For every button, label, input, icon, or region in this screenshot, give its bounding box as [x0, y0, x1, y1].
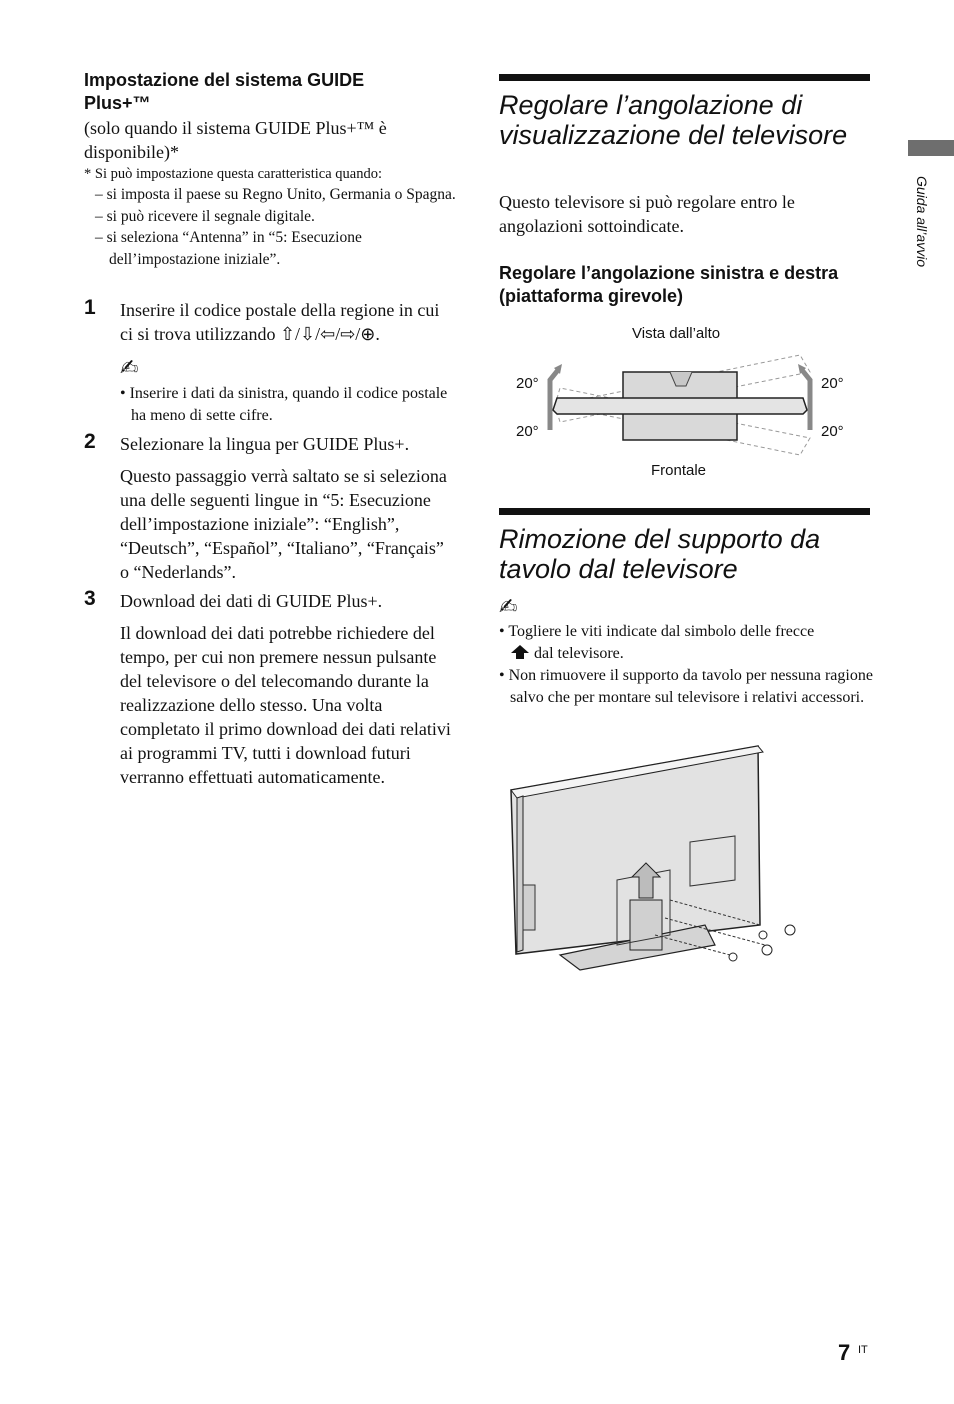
step-number-2: 2 — [84, 430, 96, 453]
subheading-swivel: Regolare l’angolazione sinistra e destra (piattaforma girevole) — [499, 263, 839, 306]
footnote-item: – si imposta il paese su Regno Unito, Germania o Spagna. — [95, 186, 456, 203]
up-arrow-icon — [510, 644, 530, 660]
footnote-item: – si seleziona “Antenna” in “5: Esecuzione dell’impostazione iniziale”. — [95, 229, 362, 268]
sidebar-tab — [908, 140, 954, 156]
tv-body-top-view — [553, 398, 807, 414]
side-ports — [523, 885, 535, 930]
step2-text: Selezionare la lingua per GUIDE Plus+. — [120, 434, 410, 454]
step3-detail: Il download dei dati potrebbe richiedere del tempo, per cui non premere nessun pulsante del televisore o del telecomando durante la realizzazione dello stesso. Una volta completato il primo download dei dati relativi ai programmi TV, tutti i download futuri verranno effettuati automaticamente. — [120, 623, 451, 787]
note2-bullet1-line2 — [499, 643, 870, 665]
tv-rear-illustration — [505, 740, 810, 975]
page-language: IT — [858, 1344, 868, 1356]
screw-icon — [785, 925, 795, 935]
footnote-intro: * Si può impostazione questa caratteristica quando: — [84, 166, 382, 182]
diagram-bottom-label: Frontale — [651, 462, 707, 479]
section1-title: Regolare l’angolazione di visualizzazione del televisore — [499, 90, 848, 150]
screw-icon — [729, 953, 737, 961]
note-pencil-icon: ✍ — [120, 356, 139, 381]
step2-detail: Questo passaggio verrà saltato se si seleziona una delle seguenti lingue in “5: Esecuzione dell’impostazione iniziale”: “English”, “Deutsch”, “Español”, “Italiano”, “Français” o “Nederlands”. — [120, 466, 447, 582]
step-number-3: 3 — [84, 587, 96, 610]
screw-icon — [762, 945, 772, 955]
section-heading-guide-plus: Impostazione del sistema GUIDE Plus+™ — [84, 70, 365, 113]
note-pencil-icon: ✍ — [499, 595, 518, 620]
step1-text: Inserire il codice postale della regione in cui ci si trova utilizzando ⇧/⇩/⇦/⇨/⊕. — [120, 300, 440, 344]
section-rule — [499, 508, 870, 515]
stand-neck — [630, 900, 662, 950]
intro-text: (solo quando il sistema GUIDE Plus+™ è disponibile)* — [84, 118, 387, 162]
diagram-top-label: Vista dall’alto — [632, 325, 721, 342]
section1-body: Questo televisore si può regolare entro le angolazioni sottoindicate. — [499, 192, 795, 236]
screw-icon — [759, 931, 767, 939]
sidebar-label: Guida all’avvio — [914, 176, 930, 268]
section-rule — [499, 74, 870, 81]
footnote-item: – si può ricevere il segnale digitale. — [95, 207, 315, 225]
step-number-1: 1 — [84, 296, 96, 319]
tv-side-edge — [517, 796, 523, 952]
angle-label-bottom-right: 20° — [821, 423, 844, 440]
note1-text: • Inserire i dati da sinistra, quando il codice postale ha meno di sette cifre. — [120, 385, 448, 424]
note2-bullet1-end: dal televisore. — [534, 645, 624, 662]
angle-label-top-left: 20° — [516, 375, 539, 392]
swivel-diagram — [510, 350, 850, 460]
angle-label-top-right: 20° — [821, 375, 844, 392]
note2-bullet1-line1: • Togliere le viti indicate dal simbolo delle frecce — [499, 623, 815, 640]
footnote-list — [95, 184, 460, 270]
note2-bullet2: • Non rimuovere il supporto da tavolo per nessuna ragione salvo che per montare sul televisore i relativi accessori. — [499, 667, 873, 706]
section2-title: Rimozione del supporto da tavolo dal televisore — [499, 524, 821, 584]
angle-label-bottom-left: 20° — [516, 423, 539, 440]
page-number: 7 — [838, 1340, 851, 1365]
note2-bullet1 — [499, 621, 870, 665]
step3-text: Download dei dati di GUIDE Plus+. — [120, 591, 383, 611]
